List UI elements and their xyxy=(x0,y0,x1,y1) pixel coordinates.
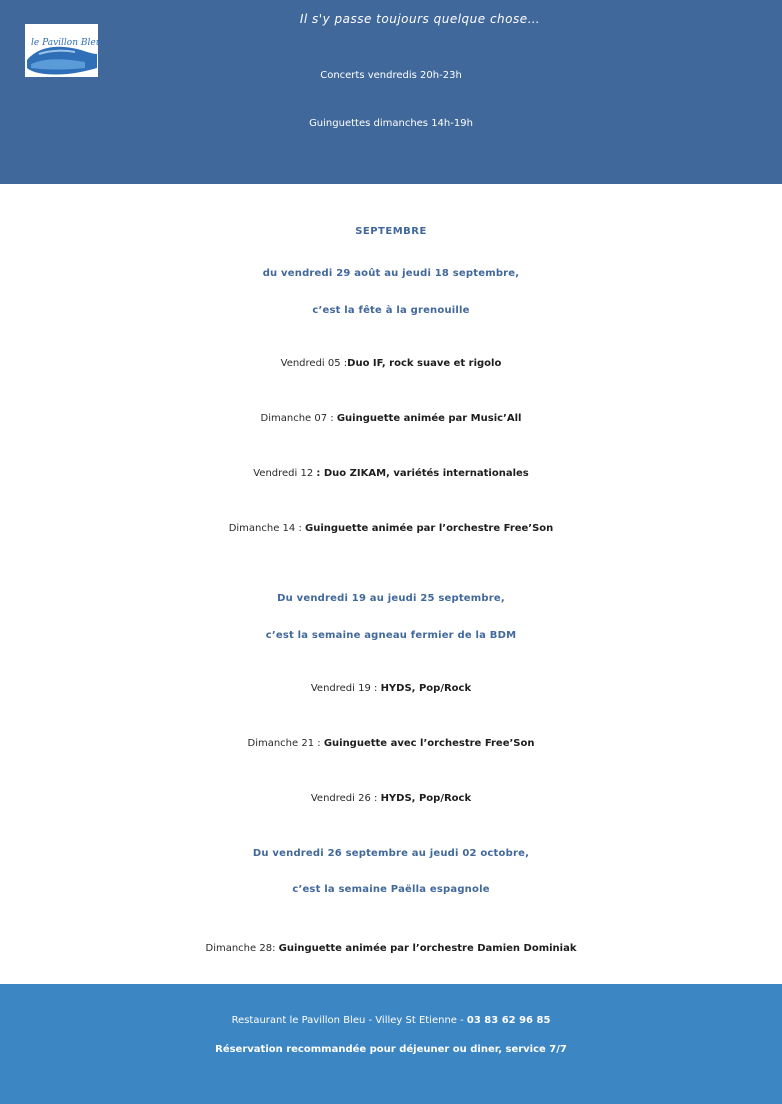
reservation-note: Réservation recommandée pour déjeuner ou diner, service 7/7 xyxy=(215,1044,567,1055)
event-date: Dimanche 28: xyxy=(205,943,279,954)
event-row xyxy=(0,517,782,541)
event-date: Vendredi 26 : xyxy=(310,793,381,804)
week-1-title-2: c’est la fête à la grenouille xyxy=(312,305,470,316)
event-row xyxy=(0,732,782,756)
header-banner xyxy=(0,0,782,184)
week-2-title-1: Du vendredi 19 au jeudi 25 septembre, xyxy=(277,593,505,604)
month-title: SEPTEMBRE xyxy=(355,226,427,237)
event-date: Vendredi 12 xyxy=(253,468,317,479)
tagline: Il s'y passe toujours quelque chose… xyxy=(299,12,541,26)
event-date: Dimanche 14 : xyxy=(228,523,305,534)
week-2-title-2: c’est la semaine agneau fermier de la BDM xyxy=(265,630,517,641)
week-3-title-1: Du vendredi 26 septembre au jeudi 02 octobre, xyxy=(252,848,530,859)
event-title: Guinguette animée par Music’All xyxy=(336,413,522,424)
event-row xyxy=(0,677,782,701)
program-content xyxy=(0,184,782,984)
event-row xyxy=(0,407,782,431)
event-row xyxy=(0,787,782,811)
event-row xyxy=(0,352,782,376)
event-date: Dimanche 21 : xyxy=(247,738,324,749)
event-title: Duo IF, rock suave et rigolo xyxy=(347,358,502,369)
concerts-schedule: Concerts vendredis 20h-23h xyxy=(320,70,462,81)
week-3-title-2: c’est la semaine Paëlla espagnole xyxy=(292,884,490,895)
event-row xyxy=(0,462,782,486)
event-date: Dimanche 07 : xyxy=(260,413,337,424)
phone-number: 03 83 62 96 85 xyxy=(466,1015,551,1026)
event-title: Guinguette animée par l’orchestre Damien Dominiak xyxy=(278,943,577,954)
event-title: Guinguette avec l’orchestre Free’Son xyxy=(323,738,535,749)
event-title: HYDS, Pop/Rock xyxy=(380,683,472,694)
footer-address-line xyxy=(0,1015,782,1026)
event-title: Guinguette animée par l’orchestre Free’Son xyxy=(305,523,554,534)
event-title: : Duo ZIKAM, variétés internationales xyxy=(316,468,529,479)
logo-text: le Pavillon Bleu xyxy=(31,38,102,48)
footer-banner xyxy=(0,984,782,1104)
week-1-title-1: du vendredi 29 août au jeudi 18 septembre, xyxy=(262,268,520,279)
event-row xyxy=(0,937,782,961)
guinguettes-schedule: Guinguettes dimanches 14h-19h xyxy=(309,118,473,129)
event-date: Vendredi 19 : xyxy=(310,683,381,694)
event-date: Vendredi 05 : xyxy=(280,358,348,369)
event-title: HYDS, Pop/Rock xyxy=(380,793,472,804)
restaurant-address: Restaurant le Pavillon Bleu - Villey St Etienne - xyxy=(231,1015,467,1026)
